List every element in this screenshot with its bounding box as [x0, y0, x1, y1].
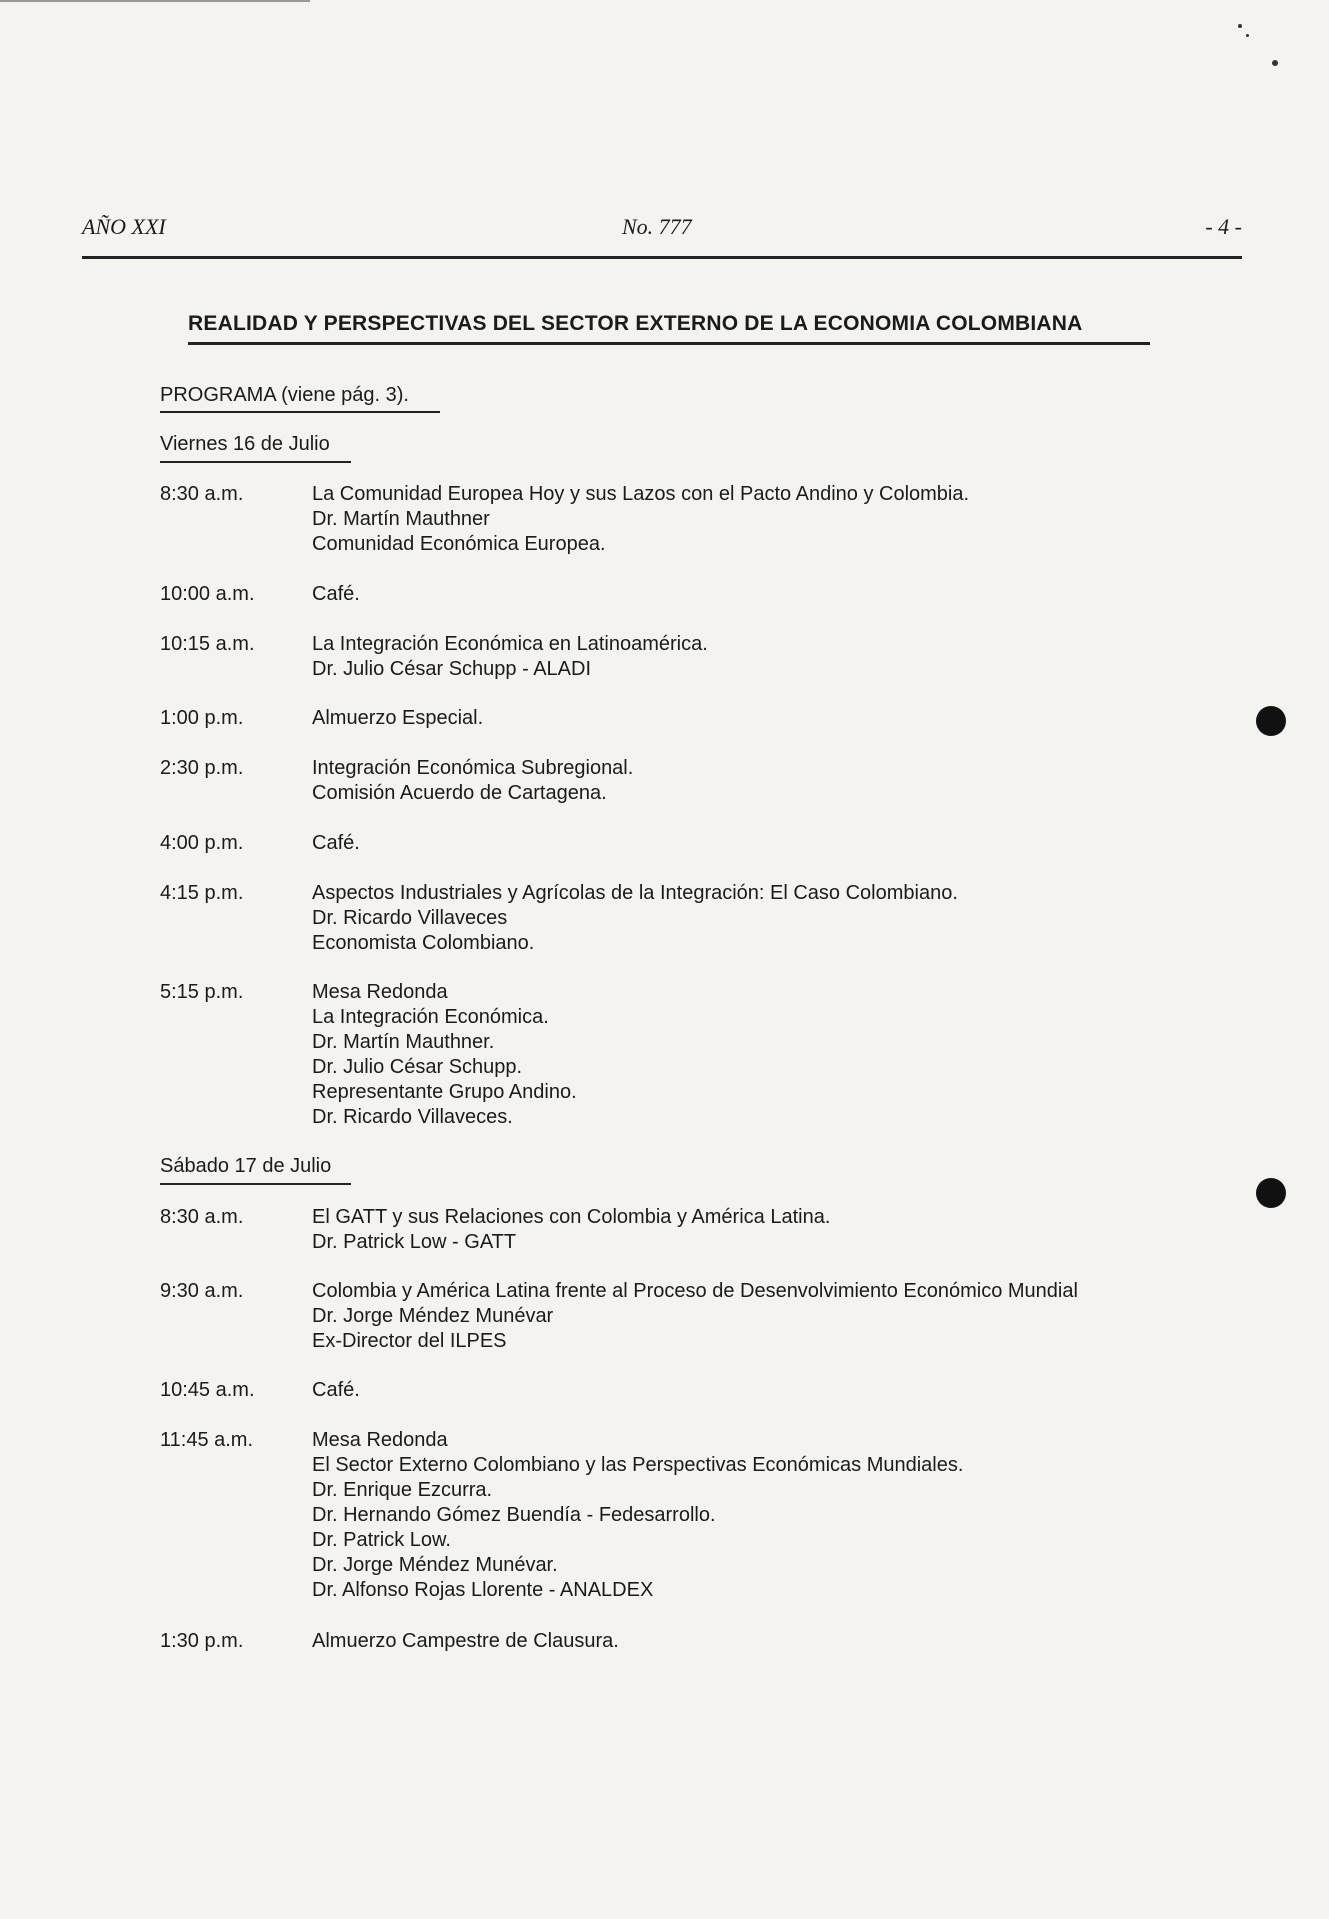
entry-line: Dr. Julio César Schupp - ALADI: [312, 658, 592, 680]
entry-description: [312, 1205, 1312, 1255]
entry-time: 1:00 p.m.: [160, 707, 244, 729]
scan-edge: [0, 0, 310, 2]
entry-time: 10:00 a.m.: [160, 583, 255, 605]
entry-line: Comisión Acuerdo de Cartagena.: [312, 782, 607, 804]
entry-description: [312, 1629, 1312, 1654]
header-rule: [82, 256, 1242, 259]
page-header: [82, 214, 1242, 244]
entry-line: Aspectos Industriales y Agrícolas de la Integración: El Caso Colombiano.: [312, 882, 958, 904]
day-label-saturday: Sábado 17 de Julio: [160, 1155, 332, 1177]
entry-line: Representante Grupo Andino.: [312, 1081, 577, 1103]
entry-description: [312, 1378, 1312, 1403]
entry-description: [312, 831, 1312, 856]
entry-time: 9:30 a.m.: [160, 1280, 244, 1302]
entry-line: Dr. Ricardo Villaveces: [312, 907, 508, 929]
entry-line: Café.: [312, 832, 360, 854]
entry-line: Almuerzo Especial.: [312, 707, 484, 729]
entry-line: Comunidad Económica Europea.: [312, 533, 606, 555]
entry-time: 4:00 p.m.: [160, 832, 244, 854]
entry-line: Dr. Enrique Ezcurra.: [312, 1479, 493, 1501]
entry-line: La Integración Económica.: [312, 1006, 549, 1028]
entry-line: Dr. Martín Mauthner.: [312, 1031, 495, 1053]
day-label-friday: Viernes 16 de Julio: [160, 433, 330, 455]
title-underline: [188, 342, 1150, 345]
entry-time: 10:15 a.m.: [160, 633, 255, 655]
header-page-number: - 4 -: [1205, 214, 1242, 239]
entry-time: 10:45 a.m.: [160, 1379, 255, 1401]
entry-line: Colombia y América Latina frente al Proceso de Desenvolvimiento Económico Mundial: [312, 1280, 1078, 1302]
entry-time: 4:15 p.m.: [160, 882, 244, 904]
entry-time: 8:30 a.m.: [160, 1206, 244, 1228]
scan-speck: [1238, 24, 1242, 28]
day-underline: [160, 461, 351, 463]
entry-description: [312, 582, 1312, 607]
binder-hole: [1256, 1178, 1286, 1208]
header-issue-number: No. 777: [622, 214, 692, 239]
entry-line: La Comunidad Europea Hoy y sus Lazos con el Pacto Andino y Colombia.: [312, 483, 970, 505]
entry-time: 2:30 p.m.: [160, 757, 244, 779]
entry-description: [312, 756, 1312, 806]
binder-hole: [1256, 706, 1286, 736]
entry-line: El Sector Externo Colombiano y las Perspectivas Económicas Mundiales.: [312, 1454, 964, 1476]
entry-time: 11:45 a.m.: [160, 1429, 254, 1451]
entry-line: Dr. Jorge Méndez Munévar.: [312, 1554, 558, 1576]
program-underline: [160, 411, 440, 413]
entry-description: [312, 980, 1312, 1130]
entry-line: Economista Colombiano.: [312, 932, 535, 954]
entry-line: Ex-Director del ILPES: [312, 1330, 507, 1352]
scan-speck: [1272, 60, 1278, 66]
entry-line: Dr. Julio César Schupp.: [312, 1056, 523, 1078]
entry-line: Almuerzo Campestre de Clausura.: [312, 1630, 619, 1652]
day-underline: [160, 1183, 351, 1185]
entry-line: Dr. Patrick Low.: [312, 1529, 451, 1551]
scan-speck: [1246, 34, 1249, 37]
entry-line: Mesa Redonda: [312, 1429, 448, 1451]
entry-description: [312, 881, 1312, 956]
entry-description: [312, 632, 1312, 682]
program-label: PROGRAMA (viene pág. 3).: [160, 384, 409, 406]
entry-line: Dr. Hernando Gómez Buendía - Fedesarrollo.: [312, 1504, 716, 1526]
entry-line: Dr. Jorge Méndez Munévar: [312, 1305, 554, 1327]
entry-line: Café.: [312, 583, 360, 605]
entry-description: [312, 706, 1312, 731]
entry-line: Dr. Martín Mauthner: [312, 508, 490, 530]
entry-line: Dr. Ricardo Villaveces.: [312, 1106, 513, 1128]
entry-line: El GATT y sus Relaciones con Colombia y América Latina.: [312, 1206, 831, 1228]
entry-line: Dr. Patrick Low - GATT: [312, 1231, 517, 1253]
entry-line: Mesa Redonda: [312, 981, 448, 1003]
header-year: AÑO XXI: [82, 214, 166, 239]
entry-line: Café.: [312, 1379, 360, 1401]
entry-description: [312, 482, 1312, 557]
entry-line: Dr. Alfonso Rojas Llorente - ANALDEX: [312, 1579, 654, 1601]
entry-description: [312, 1279, 1312, 1354]
entry-line: La Integración Económica en Latinoamérica.: [312, 633, 708, 655]
entry-time: 1:30 p.m.: [160, 1630, 244, 1652]
document-title: REALIDAD Y PERSPECTIVAS DEL SECTOR EXTERNO DE LA ECONOMIA COLOMBIANA: [188, 312, 1083, 335]
entry-line: Integración Económica Subregional.: [312, 757, 634, 779]
entry-time: 5:15 p.m.: [160, 981, 244, 1003]
entry-description: [312, 1428, 1312, 1603]
entry-time: 8:30 a.m.: [160, 483, 244, 505]
